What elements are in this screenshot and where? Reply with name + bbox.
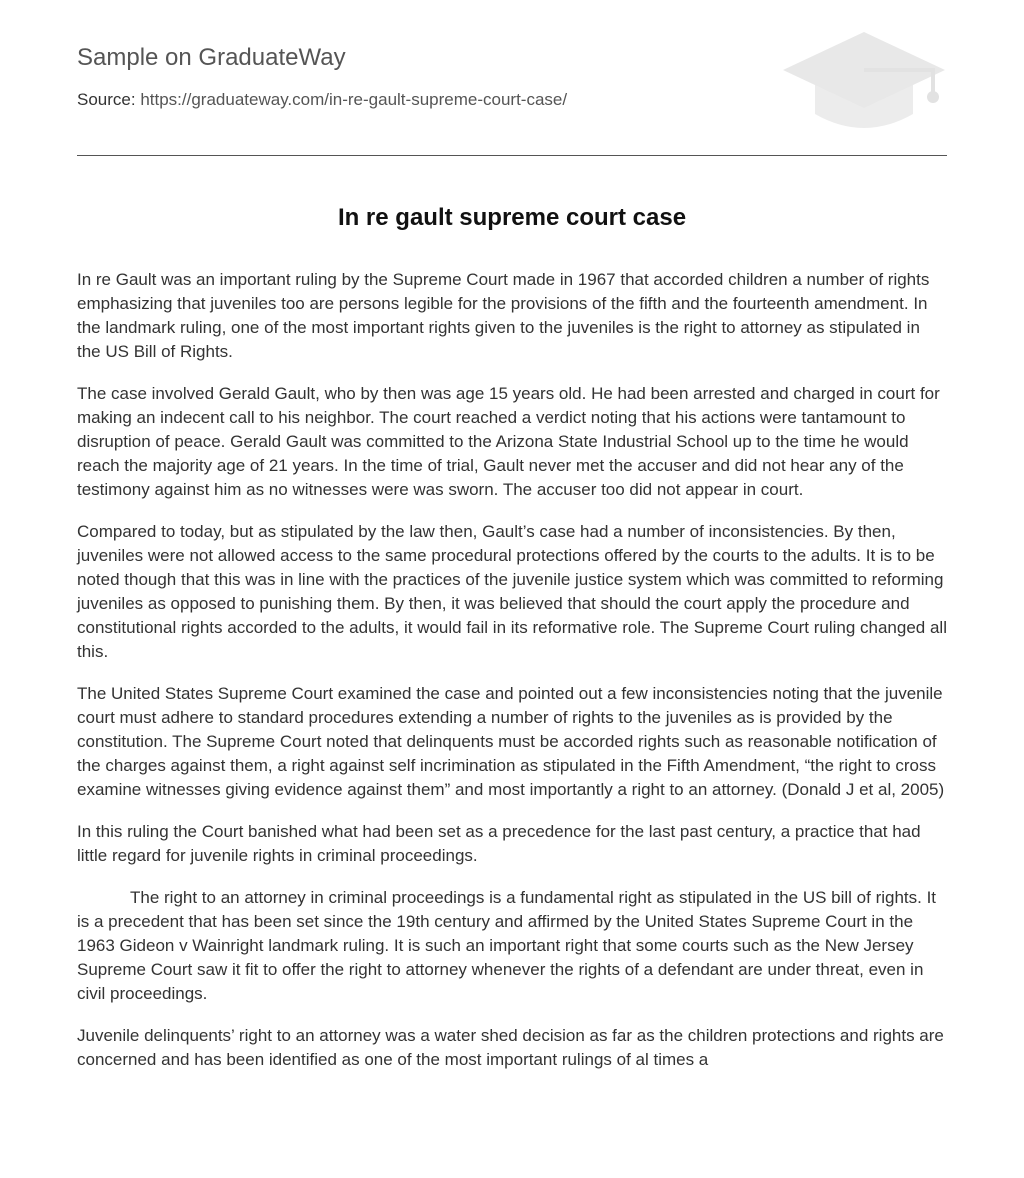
header-divider	[77, 155, 947, 156]
paragraph-4: The United States Supreme Court examined the case and pointed out a few inconsistencies noting that the juvenile court must adhere to standard procedures extending a number of rights to the juveniles as is provided by the constitution. The Supreme Court noted that delinquents must be accorded rights such as reasonable notification of the charges against them, a right against self incrimination as stipulated in the Fifth Amendment, “the right to cross examine witnesses giving evidence against them” and most importantly a right to an attorney. (Donald J et al, 2005)	[77, 684, 945, 799]
paragraph-1: In re Gault was an important ruling by the Supreme Court made in 1967 that accorded children a number of rights emphasizing that juveniles too are persons legible for the provisions of the fifth and the fourteenth amendment. In the landmark ruling, one of the most important rights given to the juveniles is the right to attorney as stipulated in the US Bill of Rights.	[77, 270, 930, 361]
document-body	[77, 268, 947, 1090]
graduation-cap-icon	[781, 30, 947, 134]
source-line	[77, 90, 567, 110]
source-label: Source:	[77, 90, 136, 109]
paragraph-2: The case involved Gerald Gault, who by then was age 15 years old. He had been arrested and charged in court for making an indecent call to his neighbor. The court reached a verdict noting that his actions were tantamount to disruption of peace. Gerald Gault was committed to the Arizona State Industrial School up to the time he would reach the majority age of 21 years. In the time of trial, Gault never met the accuser and did not hear any of the testimony against him as no witnesses were was sworn. The accuser too did not appear in court.	[77, 384, 940, 499]
paragraph-6: The right to an attorney in criminal proceedings is a fundamental right as stipulated in the US bill of rights. It is a precedent that has been set since the 19th century and affirmed by the United States Supreme Court in the 1963 Gideon v Wainright landmark ruling. It is such an important right that some courts such as the New Jersey Supreme Court saw it fit to offer the right to attorney whenever the rights of a defendant are under threat, even in civil proceedings.	[77, 888, 937, 1003]
document-title: In re gault supreme court case	[337, 204, 687, 231]
source-link[interactable]: https://graduateway.com/in-re-gault-supreme-court-case/	[140, 90, 568, 109]
paragraph-5: In this ruling the Court banished what had been set as a precedence for the last past century, a practice that had little regard for juvenile rights in criminal proceedings.	[77, 822, 921, 865]
paragraph-7: Juvenile delinquents’ right to an attorney was a water shed decision as far as the children protections and rights are concerned and has been identified as one of the most important rulings of al times a	[77, 1026, 944, 1069]
paragraph-3: Compared to today, but as stipulated by the law then, Gault’s case had a number of inconsistencies. By then, juveniles were not allowed access to the same procedural protections offered by the courts to the adults. It is to be noted though that this was in line with the practices of the juvenile justice system which was committed to reforming juveniles as opposed to punishing them. By then, it was believed that should the court apply the procedure and constitutional rights accorded to the adults, it would fail in its reformative role. The Supreme Court ruling changed all this.	[77, 522, 947, 661]
site-title: Sample on GraduateWay	[77, 44, 346, 71]
